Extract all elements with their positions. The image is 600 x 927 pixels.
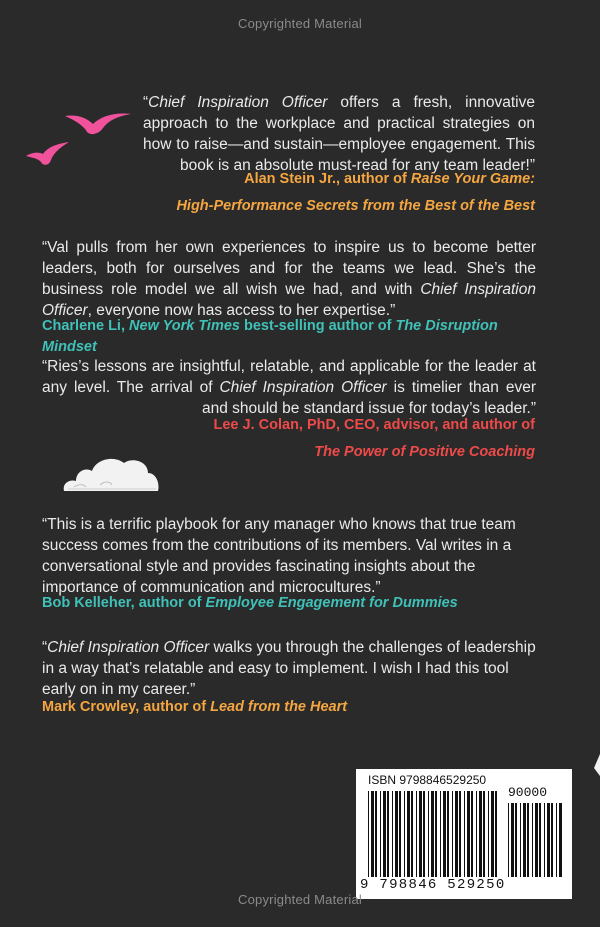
barcode-bar xyxy=(479,791,482,877)
barcode-bar xyxy=(428,791,429,877)
testimonial-author: Alan Stein Jr., author of Raise Your Game: xyxy=(244,171,535,187)
barcode-bar xyxy=(495,791,497,877)
barcode-bar xyxy=(455,791,458,877)
testimonial-author: Charlene Li, New York Times best-selling author of The Disruption Mindset xyxy=(42,318,498,355)
barcode-bar xyxy=(515,803,517,877)
barcode-bar xyxy=(407,791,410,877)
barcode-bar xyxy=(387,791,389,877)
barcode-bar xyxy=(383,791,386,877)
barcode-bar xyxy=(431,791,434,877)
barcode-bar xyxy=(371,791,374,877)
bird-icon xyxy=(25,140,71,168)
barcode-bar xyxy=(547,803,550,877)
barcode-bar xyxy=(440,791,441,877)
barcode-bar xyxy=(556,803,557,877)
barcode-bar xyxy=(452,791,453,877)
testimonial-quote: “Chief Inspiration Officer offers a fresh, innovative approach to the workplace and practical strategies on how to raise—and sustain—employee engagement. This book is an absolute must-read for any team leader!” xyxy=(143,94,535,174)
barcode-bar xyxy=(368,791,369,877)
testimonial-author: Lee J. Colan, PhD, CEO, advisor, and author of xyxy=(213,417,535,433)
barcode-bar xyxy=(375,791,377,877)
barcode-bar xyxy=(419,791,422,877)
testimonial-author: Bob Kelleher, author of Employee Engagement for Dummies xyxy=(42,595,458,611)
barcode-bar xyxy=(527,803,529,877)
testimonial-author-book: The Power of Positive Coaching xyxy=(314,444,535,460)
barcode-bar xyxy=(551,803,553,877)
barcode-bar xyxy=(459,791,461,877)
price-barcode-bars xyxy=(508,803,564,877)
isbn-label: ISBN 9798846529250 xyxy=(368,773,487,787)
barcode-bar xyxy=(476,791,477,877)
barcode-bar xyxy=(539,803,541,877)
watermark-bottom: Copyrighted Material xyxy=(238,892,362,907)
cloud-icon xyxy=(60,455,160,493)
barcode-bar xyxy=(508,803,509,877)
testimonial-author-book: High-Performance Secrets from the Best of the Best xyxy=(176,198,535,214)
testimonial-author: Mark Crowley, author of Lead from the Heart xyxy=(42,699,348,715)
barcode-bar xyxy=(447,791,449,877)
barcode-bar xyxy=(380,791,381,877)
price-code: 90000 xyxy=(508,785,548,800)
barcode-bar xyxy=(471,791,473,877)
barcode-bars xyxy=(368,791,500,877)
barcode-bar xyxy=(523,803,526,877)
testimonial-quote: “Ries’s lessons are insightful, relatable, and applicable for the leader at any level. The arrival of Chief Inspiration Officer is timelier than ever and should be standard issue for today’s leader.” xyxy=(42,358,536,417)
barcode-bar xyxy=(404,791,405,877)
barcode-bar xyxy=(520,803,521,877)
barcode-bar xyxy=(488,791,489,877)
barcode-bar xyxy=(416,791,417,877)
barcode-bar xyxy=(464,791,465,877)
barcode-bar xyxy=(535,803,538,877)
barcode-bar xyxy=(443,791,446,877)
barcode-bar xyxy=(511,803,514,877)
barcode-bar xyxy=(423,791,425,877)
barcode-bar xyxy=(483,791,485,877)
barcode-bar xyxy=(491,791,494,877)
edge-mark xyxy=(592,754,600,776)
testimonial-quote: “Chief Inspiration Officer walks you through the challenges of leadership in a way that’s relatable and easy to implement. I wish I had this tool early on in my career.” xyxy=(42,639,536,698)
barcode-bar xyxy=(532,803,533,877)
barcode-digits: 9 798846 529250 xyxy=(360,877,506,893)
barcode-bar xyxy=(399,791,401,877)
watermark-top: Copyrighted Material xyxy=(238,16,362,31)
barcode-bar xyxy=(435,791,437,877)
barcode-bar xyxy=(467,791,470,877)
testimonial-quote: “Val pulls from her own experiences to inspire us to become better leaders, both for ourselves and for the teams we lead. She’s the business role model we all wish we had, and with Chief Inspiration Officer, everyone now has access to her expertise.” xyxy=(42,239,536,319)
testimonial-quote: “This is a terrific playbook for any manager who knows that true team success comes from the contributions of its members. Val writes in a conversational style and provides fascinating insights about the importance of communication and microcultures.” xyxy=(42,516,516,596)
barcode-bar xyxy=(544,803,545,877)
barcode-bar xyxy=(559,803,562,877)
barcode-bar xyxy=(395,791,398,877)
barcode-panel xyxy=(356,769,572,899)
bird-icon xyxy=(63,108,133,138)
barcode-bar xyxy=(411,791,413,877)
barcode-bar xyxy=(392,791,393,877)
